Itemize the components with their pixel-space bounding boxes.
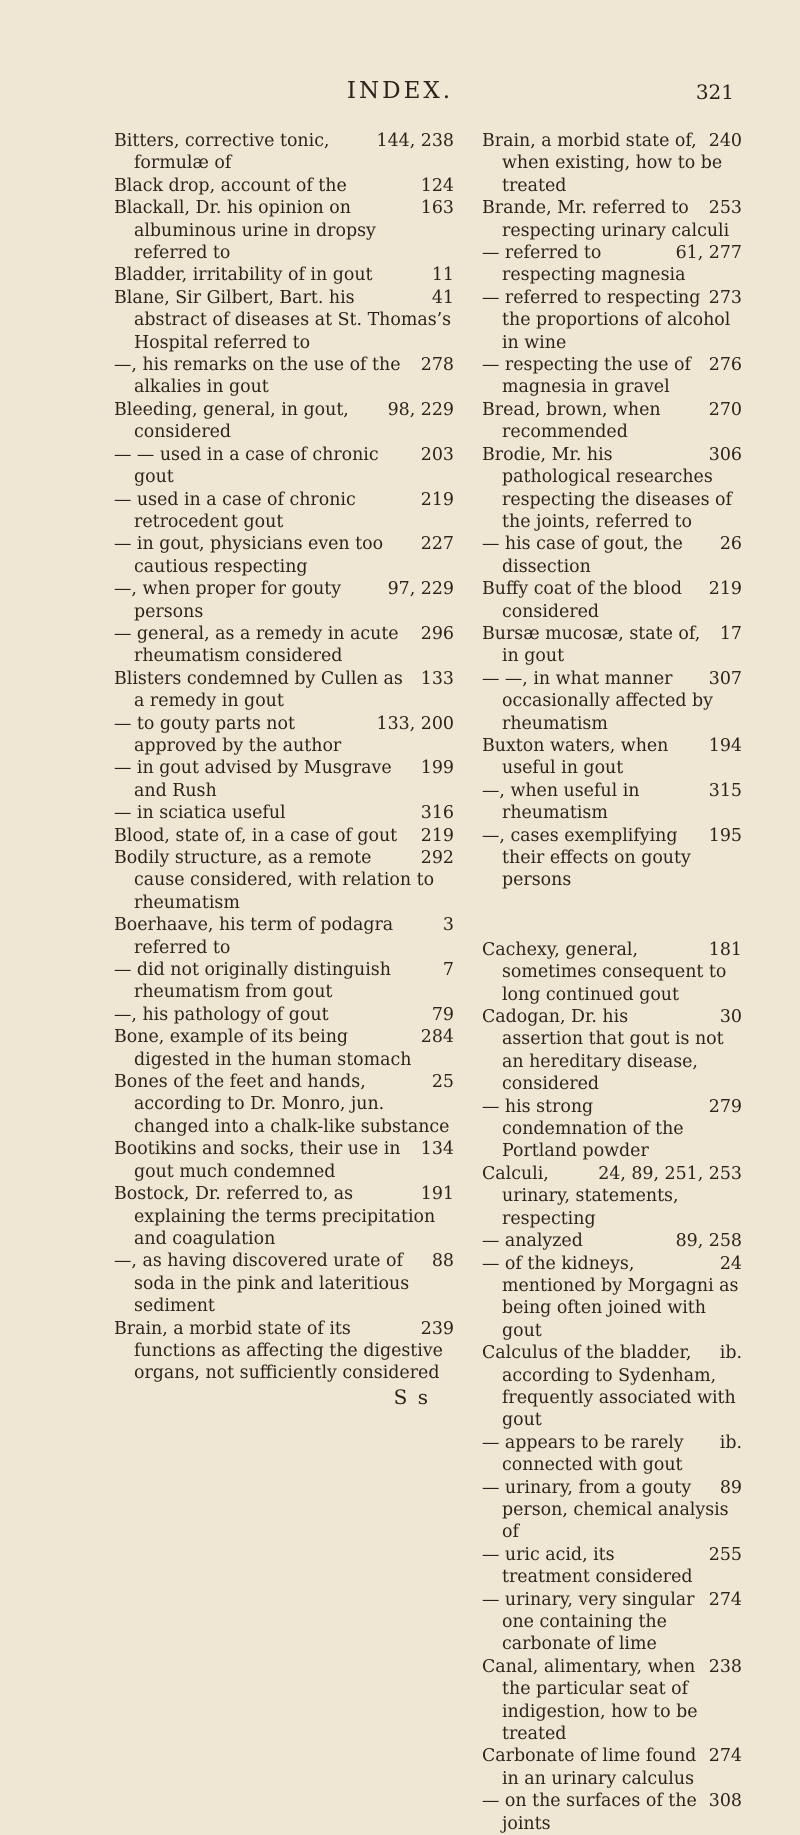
index-entry [482,1544,742,1589]
entry-page-ref: 26 [719,534,742,555]
index-entry [114,847,454,914]
entry-page-ref: 238 [708,1656,742,1677]
entry-text: —, his pathology of gout [114,1004,329,1025]
entry-page-ref: 219 [420,825,454,846]
page-header [0,78,800,108]
index-entry [482,668,742,735]
entry-text: Canal, alimentary, when the particular seat of indigestion, how to be treated [482,1656,698,1745]
entry-page-ref: 61, 277 [675,243,742,264]
index-entry [482,1006,742,1096]
entry-page-ref: 219 [708,579,742,600]
entry-text: Cadogan, Dr. his assertion that gout is not an hereditary disease, considered [482,1007,724,1095]
entry-page-ref: 278 [420,355,454,376]
entry-text: Bursæ mucosæ, state of, in gout [482,623,701,667]
index-entry [482,1253,742,1343]
entry-page-ref: 88 [431,1251,454,1272]
entry-page-ref: 219 [420,489,454,510]
entry-text: Blood, state of, in a case of gout [114,825,398,846]
entry-page-ref: 3 [442,915,454,936]
page-title: INDEX. [346,78,454,104]
index-entry [482,444,742,534]
entry-text: Buffy coat of the blood considered [482,579,682,622]
entry-text: —, cases exemplifying their effects on gouty persons [482,825,691,891]
entry-text: — — used in a case of chronic gout [114,444,379,488]
entry-page-ref: 89 [719,1477,742,1498]
entry-text: — used in a case of chronic retrocedent gout [114,489,356,532]
index-entry [482,130,742,197]
entry-text: — on the surfaces of the joints [482,1791,697,1834]
entry-text: — urinary, from a gouty person, chemical analysis of [482,1477,729,1543]
entry-text: Boerhaave, his term of podagra referred to [114,915,394,958]
entry-text: Bitters, corrective tonic, formulæ of [114,131,330,174]
entry-page-ref: 11 [431,265,454,286]
entry-page-ref: 97, 229 [387,579,454,600]
entry-text: Calculi, urinary, statements, respecting [482,1163,679,1229]
index-entry [482,533,742,578]
entry-page-ref: 292 [420,848,454,868]
entry-text: —, when proper for gouty persons [114,579,342,622]
index-entry [114,444,454,489]
index-entry [482,780,742,825]
index-entry [482,1790,742,1835]
index-entry [114,757,454,802]
index-entry [482,1745,742,1790]
entry-page-ref: 30 [719,1007,742,1028]
index-entry [114,1026,454,1071]
entry-text: Brain, a morbid state of its functions as affecting the digestive organs, not sufficiently considered [114,1318,443,1384]
entry-text: Blane, Sir Gilbert, Bart. his abstract of diseases at St. Thomas’s Hospital referred to [114,287,452,353]
index-entry [114,197,454,264]
entry-text: — respecting the use of magnesia in gravel [482,355,691,398]
entry-page-ref: 163 [420,198,454,219]
entry-text: Brodie, Mr. his pathological researches respecting the diseases of the joints, referred to [482,444,732,532]
entry-page-ref: 307 [708,668,742,689]
entry-text: — in gout, physicians even too cautious respecting [114,534,384,577]
index-entry [482,825,742,892]
entry-page-ref: 306 [708,444,742,465]
entry-page-ref: 315 [708,780,742,801]
entry-page-ref: 144, 238 [376,131,454,151]
entry-text: — in gout advised by Musgrave and Rush [114,758,392,801]
right-column [482,130,742,1835]
index-entry [114,287,454,354]
entry-page-ref: 284 [420,1027,454,1048]
entry-text: Black drop, account of the [114,175,347,196]
index-entry [114,623,454,668]
entry-page-ref: 274 [708,1589,742,1610]
index-entry [482,623,742,668]
entry-page-ref: 255 [708,1544,742,1565]
entry-page-ref: 124 [420,175,454,196]
entry-page-ref: 194 [708,735,742,756]
index-entry [482,735,742,780]
entry-text: — appears to be rarely connected with gout [482,1432,684,1476]
entry-text: — of the kidneys, mentioned by Morgagni as being often joined with gout [482,1253,739,1341]
entry-page-ref: 240 [708,131,742,151]
entry-text: Carbonate of lime found in an urinary calculus [482,1746,697,1789]
index-entry [482,1656,742,1746]
index-entry [114,264,454,286]
index-entry [114,713,454,758]
entry-page-ref: 279 [708,1096,742,1117]
entry-text: — in sciatica useful [114,803,286,824]
entry-page-ref: 316 [420,803,454,824]
entry-text: — his strong condemnation of the Portland powder [482,1096,684,1162]
entry-text: —, his remarks on the use of the alkalies in gout [114,355,401,398]
entry-text: — uric acid, its treatment considered [482,1544,693,1588]
entry-page-ref: 276 [708,355,742,376]
entry-text: Calculus of the bladder, according to Sydenham, frequently associated with gout [482,1343,736,1431]
entry-text: Bones of the feet and hands, according to Dr. Monro, jun. changed into a chalk-like substance [114,1072,450,1137]
entry-page-ref: 274 [708,1746,742,1767]
entry-page-ref: 308 [708,1791,742,1812]
index-entry [114,1004,454,1026]
entry-page-ref: 89, 258 [675,1231,742,1252]
index-entry [482,1589,742,1656]
index-entry [114,578,454,623]
index-entry [482,354,742,399]
signature-mark: S s [393,1384,430,1409]
entry-text: Blackall, Dr. his opinion on albuminous urine in dropsy referred to [114,198,376,264]
entry-text: — general, as a remedy in acute rheumatism considered [114,623,399,667]
page-number: 321 [695,80,734,104]
index-entry [114,175,454,197]
entry-page-ref: 270 [708,399,742,420]
index-entry [114,959,454,1004]
entry-page-ref: 17 [719,623,742,644]
index-entry [114,533,454,578]
index-entry [482,197,742,242]
index-entry [114,668,454,713]
entry-text: Brande, Mr. referred to respecting urinary calculi [482,198,730,241]
index-entry [482,578,742,623]
entry-page-ref: 7 [442,960,454,981]
index-entry [114,802,454,824]
index-entry [482,242,742,287]
index-entry [482,287,742,354]
index-entry [482,1096,742,1163]
index-entry [114,1183,454,1250]
entry-text: —, when useful in rheumatism [482,780,640,824]
entry-page-ref: 253 [708,198,742,219]
index-entry [114,489,454,534]
entry-page-ref: 133 [420,668,454,689]
entry-page-ref: 181 [708,939,742,960]
index-entry [482,1342,742,1432]
entry-text: — did not originally distinguish rheumatism from gout [114,960,391,1003]
index-entry [482,939,742,1006]
index-entry [482,399,742,444]
index-entry [114,825,454,847]
entry-page-ref: 98, 229 [387,399,454,420]
index-entry [482,1230,742,1252]
entry-page-ref: 41 [431,287,454,308]
entry-text: Buxton waters, when useful in gout [482,735,669,779]
index-entry [114,1071,454,1138]
index-entry [482,1432,742,1477]
index-entry [114,130,454,175]
entry-text: — to gouty parts not approved by the author [114,713,342,756]
index-entry [114,1250,454,1317]
entry-text: Bladder, irritability of in gout [114,265,373,286]
entry-page-ref: ib. [719,1343,742,1364]
entry-page-ref: 24 [719,1253,742,1274]
entry-text: —, as having discovered urate of soda in the pink and lateritious sediment [114,1251,410,1317]
index-entry [482,1163,742,1230]
entry-page-ref: 79 [431,1004,454,1025]
entry-page-ref: 273 [708,287,742,308]
entry-page-ref: 134 [420,1139,454,1160]
entry-text: Bone, example of its being digested in the human stomach [114,1027,412,1070]
entry-text: Cachexy, general, sometimes consequent to long continued gout [482,939,727,1005]
entry-text: — referred to respecting the proportions of alcohol in wine [482,287,731,353]
index-entry [114,914,454,959]
entry-text: Bostock, Dr. referred to, as explaining the terms precipitation and coagulation [114,1184,436,1249]
entry-page-ref: 227 [420,534,454,555]
entry-text: Brain, a morbid state of, when existing, how to be treated [482,131,723,196]
entry-page-ref: 239 [420,1318,454,1339]
entry-text: Bleeding, general, in gout, considered [114,399,349,443]
entry-text: — his case of gout, the dissection [482,534,683,577]
entry-page-ref: 191 [420,1184,454,1205]
entry-page-ref: 195 [708,825,742,846]
index-entry [114,354,454,399]
entry-text: Bootikins and socks, their use in gout much condemned [114,1139,401,1182]
entry-page-ref: ib. [719,1432,742,1453]
index-entry [114,1138,454,1183]
index-entry [114,399,454,444]
index-entry [482,1477,742,1544]
index-entry [114,1318,454,1385]
entry-page-ref: 25 [431,1072,454,1093]
entry-text: — urinary, very singular one containing the carbonate of lime [482,1589,695,1655]
entry-page-ref: 199 [420,758,454,779]
entry-page-ref: 203 [420,444,454,465]
entry-text: Bodily structure, as a remote cause considered, with relation to rheumatism [114,848,435,913]
entry-text: Bread, brown, when recommended [482,399,661,443]
entry-text: Blisters condemned by Cullen as a remedy in gout [114,668,403,712]
entry-page-ref: 133, 200 [376,713,454,734]
entry-page-ref: 24, 89, 251, 253 [598,1163,742,1184]
entry-text: — —, in what manner occasionally affected by rheumatism [482,668,713,734]
entry-text: — referred to respecting magnesia [482,243,686,286]
entry-page-ref: 296 [420,623,454,644]
left-column [114,130,454,1409]
entry-text: — analyzed [482,1231,583,1252]
